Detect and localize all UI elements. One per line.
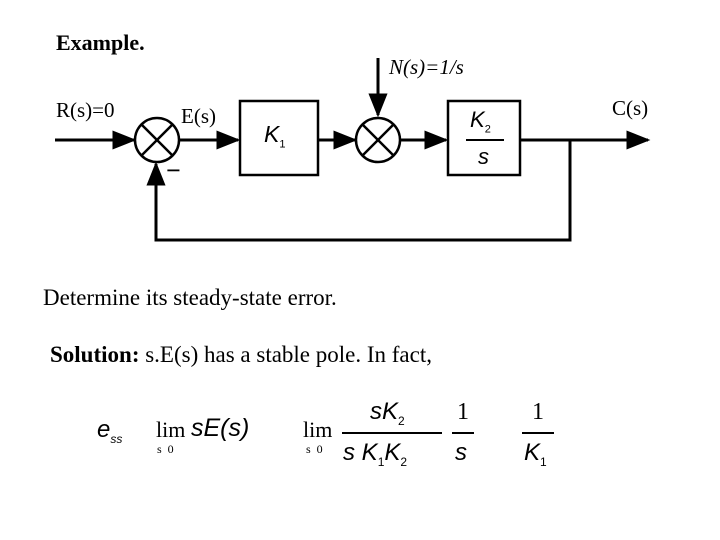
formula-lim-1: lim [156, 417, 186, 442]
frac1-denominator: s $K_1K_2$ [343, 439, 408, 469]
question-text: Determine its steady-state error. [43, 285, 337, 310]
frac2-numerator: 1 [457, 399, 469, 425]
minus-sign: − [166, 156, 181, 185]
solution-line [50, 343, 432, 366]
output-label: C(s) [612, 96, 649, 120]
formula-lim-2: lim [303, 417, 333, 442]
frac1-bar [342, 432, 442, 434]
disturbance-label: N(s)=1/s [389, 55, 464, 79]
error-label: E(s) [181, 104, 216, 128]
input-label: R(s)=0 [56, 98, 115, 122]
frac2-bar [452, 432, 474, 434]
frac1-numerator: $sK_2$ [370, 398, 405, 428]
frac2-denominator: s [455, 439, 467, 466]
frac3-bar [522, 432, 554, 434]
frac3-denominator: $K_1$ [524, 439, 547, 469]
formula-sEs: sE(s) [191, 414, 250, 442]
frac3-numerator: 1 [532, 399, 544, 425]
formula-ess: $e_{ss}$ [97, 416, 123, 446]
solution-body: s.E(s) has a stable pole. In fact, [145, 342, 432, 367]
formula-lim-sub-1: s 0 [157, 442, 174, 456]
example-heading: Example. [56, 30, 145, 55]
k2-symbol: $K_2$ [470, 107, 491, 136]
plant-denominator: s [478, 144, 489, 169]
k1-symbol: $K_1$ [264, 121, 286, 151]
summing-junction-2 [356, 118, 400, 162]
formula-lim-sub-2: s 0 [306, 442, 323, 456]
solution-lead: Solution: [50, 342, 140, 367]
